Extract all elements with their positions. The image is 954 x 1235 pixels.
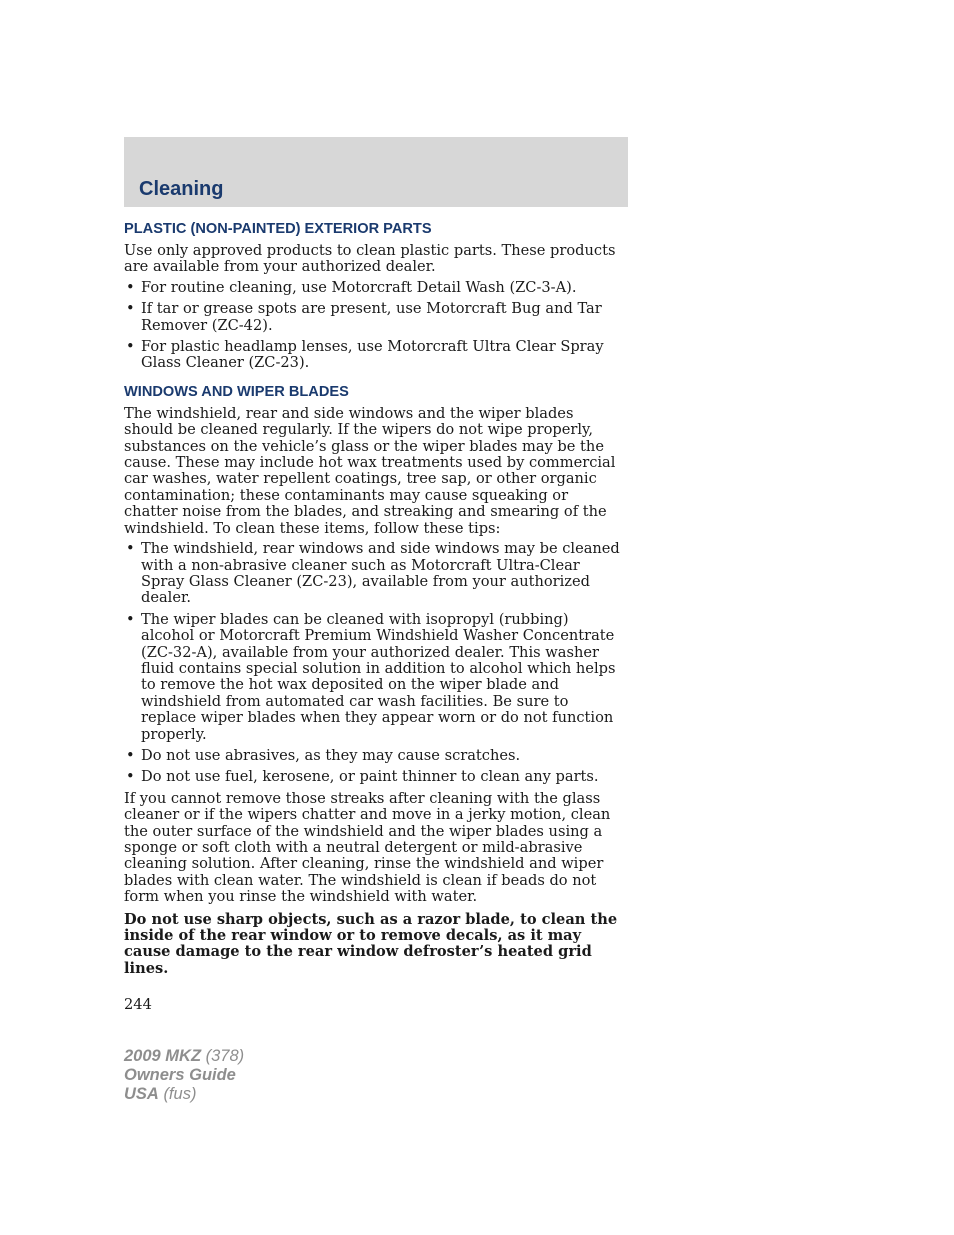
plastic-parts-intro: Use only approved products to clean plastic parts. These products are available from your authorized dealer. bbox=[124, 242, 616, 276]
footer-guide: Owners Guide bbox=[124, 1066, 236, 1084]
footer-line-market bbox=[124, 1085, 244, 1104]
page-title: Cleaning bbox=[139, 178, 224, 200]
list-item: • If tar or grease spots are present, use Motorcraft Bug and Tar Remover (ZC-42). bbox=[124, 301, 626, 334]
footer-line-model bbox=[124, 1047, 244, 1066]
footer-line-guide bbox=[124, 1066, 244, 1085]
footer-model: 2009 MKZ bbox=[124, 1047, 202, 1065]
document-footer bbox=[124, 1047, 244, 1104]
page-number: 244 bbox=[124, 996, 152, 1014]
list-item: • For plastic headlamp lenses, use Motorcraft Ultra Clear Spray Glass Cleaner (ZC-23). bbox=[124, 339, 626, 372]
windows-wipers-intro: The windshield, rear and side windows and the wiper blades should be cleaned regularly. If the wipers do not wipe properly, substances on the vehicle’s glass or the wiper blades may be the cause. These may include hot wax treatments used by commercial car washes, water repellent coatings, tree sap, or other organic contamination; these contaminants may cause squeaking or chatter noise from the blades, and streaking and smearing of the windshield. To clean these items, follow these tips: bbox=[124, 404, 616, 537]
list-item: • For routine cleaning, use Motorcraft Detail Wash (ZC-3-A). bbox=[124, 280, 626, 296]
windows-wipers-list bbox=[124, 541, 626, 786]
windows-wipers-outro: If you cannot remove those streaks after cleaning with the glass cleaner or if the wipers chatter and move in a jerky motion, clean the outer surface of the windshield and the wiper blades using a sponge or soft cloth with a neutral detergent or mild-abrasive cleaning solution. After cleaning, rinse the windshield and wiper blades with clean water. The windshield is clean if beads do not form when you rinse the windshield with water. bbox=[124, 789, 611, 906]
list-item: • The wiper blades can be cleaned with isopropyl (rubbing) alcohol or Motorcraft Premium Windshield Washer Concentrate (ZC-32-A), available from your authorized dealer. This washer fluid contains special solution in addition to alcohol which helps to remove the hot wax deposited on the wiper blade and windshield from automated car wash facilities. Be sure to replace wiper blades when they appear worn or do not function properly. bbox=[124, 612, 626, 743]
list-item: • Do not use fuel, kerosene, or paint thinner to clean any parts. bbox=[124, 769, 626, 785]
section-heading-windows-wipers: WINDOWS AND WIPER BLADES bbox=[124, 383, 349, 400]
footer-market: USA bbox=[124, 1085, 159, 1103]
section-heading-plastic-parts: PLASTIC (NON-PAINTED) EXTERIOR PARTS bbox=[124, 221, 432, 237]
section-header-band bbox=[124, 137, 628, 207]
warning-text: Do not use sharp objects, such as a razor blade, to clean the inside of the rear window or to remove decals, as it may cause damage to the rear window defroster’s heated grid lines. bbox=[124, 910, 618, 977]
list-item: • The windshield, rear windows and side windows may be cleaned with a non-abrasive cleaner such as Motorcraft Ultra-Clear Spray Glass Cleaner (ZC-23), available from your authorized dealer. bbox=[124, 541, 626, 607]
page-content bbox=[124, 220, 626, 1014]
footer-model-code: (378) bbox=[205, 1047, 245, 1065]
footer-market-code: (fus) bbox=[163, 1085, 197, 1103]
plastic-parts-list bbox=[124, 280, 626, 372]
list-item: • Do not use abrasives, as they may cause scratches. bbox=[124, 748, 626, 764]
